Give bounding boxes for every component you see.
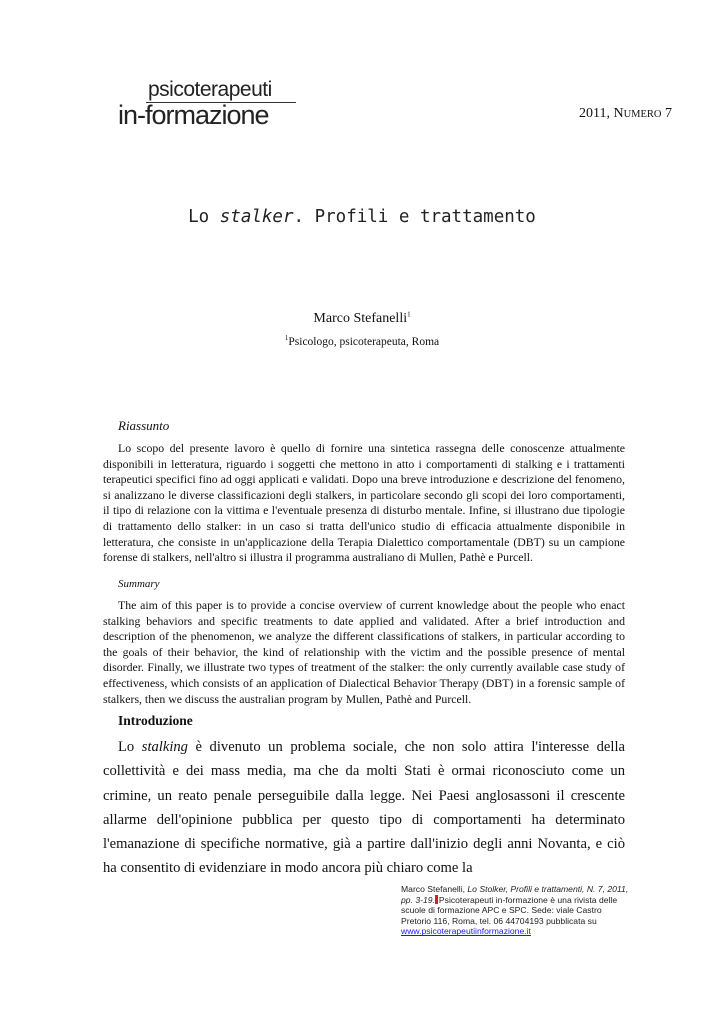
author-name [0,311,724,327]
issue-year: 2011, [578,106,614,121]
summary-text [103,598,625,707]
author-affiliation [0,336,724,348]
cursor-mark [435,895,438,904]
affiliation-text: Psicologo, psicoterapeuta, Roma [288,336,440,348]
title-pre: Lo [188,207,220,227]
issue-number: 7 [661,106,672,121]
affil-sup: 1 [284,334,289,343]
citation-footnote [401,884,633,937]
riassunto-heading: Riassunto [118,418,170,433]
intro-paragraph [103,735,625,881]
logo-bottom-text: in-formazione [118,100,269,130]
footnote-body: Psicoterapeuti in-formazione è una rivista delle scuole di formazione APC e SPC. Sede: viale Castro Pretorio 116, Roma, tel. 06 44704193 pubblicata su [401,894,618,926]
summary-paragraph: The aim of this paper is to provide a concise overview of current knowledge about the people who enact stalking behaviors and specific treatments to date applied and validated. After a brief introduction and description of the phenomenon, we analyze the different classifications of stalkers, in particular according to the goals of their behavior, the kind of relationship with the victim and the possible presence of mental disorder. Finally, we illustrate two types of treatment of the stalker: the only currently available case study of effectiveness, which consists of an application of Dialectical Behavior Therapy (DBT) in a forensic sample of stalkers, then we discuss the australian program by Mullen, Pathè and Purcell. [103,598,625,706]
issue-label [579,106,672,122]
riassunto-text [103,441,625,566]
intro-text: è divenuto un problema sociale, che non solo attira l'interesse della collettività e dei mass media, ma che da molti Stati è ormai riconosciuto come un crimine, un reato penale perseguibile dalla legge. Nei Paesi anglosassoni il crescente allarme dell'opinione pubblica per questo tipo di comportamenti ha determinato l'emanazione di specifiche normative, già a partire dall'inizio degli anni Novanta, e ciò ha consentito di evidenziare in modo ancora più chiaro come la [103,739,625,877]
footnote-citation: Lo Stolker, Profili e trattamenti, N. 7, 2011, pp. 3-19. [401,884,629,905]
issue-word-initial: N [613,106,624,121]
author-name-text: Marco Stefanelli [313,311,408,326]
issue-word-rest: UMERO [623,109,662,120]
intro-italic: stalking [141,739,188,755]
intro-heading: Introduzione [118,713,193,728]
logo-top-text: psicoterapeuti [148,78,272,101]
article-title [0,207,724,227]
journal-website-link[interactable]: www.psicoterapeutiinformazione.it [401,926,531,937]
author-sup: 1 [407,310,411,319]
title-post: . Profili e trattamento [293,207,536,227]
journal-logo [118,78,288,130]
riassunto-paragraph: Lo scopo del presente lavoro è quello di fornire una sintetica rassegna delle conoscenze attualmente disponibili in letteratura, riguardo i soggetti che mettono in atto i comportamenti di stalking e i trattamenti terapeutici specifici fino ad oggi applicati e validati. Dopo una breve introduzione e descrizione del fenomeno, si analizzano le diverse classificazioni degli stalkers, in particolare secondo gli scopi dei loro comportamenti, il tipo di relazione con la vittima e l'eventuale presenza di disturbo mentale. Infine, si illustrano due tipologie di trattamento dello stalker: in un caso si tratta dell'unico studio di efficacia attualmente disponibile in letteratura, che consiste in un'applicazione della Terapia Dialettico comportamentale (DBT) su un campione forense di stalkers, nell'altro si illustra il programma australiano di Mullen, Pathè e Purcell. [103,441,625,565]
footnote-author: Marco Stefanelli, [401,884,468,894]
intro-body [103,735,625,881]
summary-heading: Summary [118,578,160,590]
title-italic: stalker [219,207,294,227]
intro-lead: Lo [118,739,142,755]
